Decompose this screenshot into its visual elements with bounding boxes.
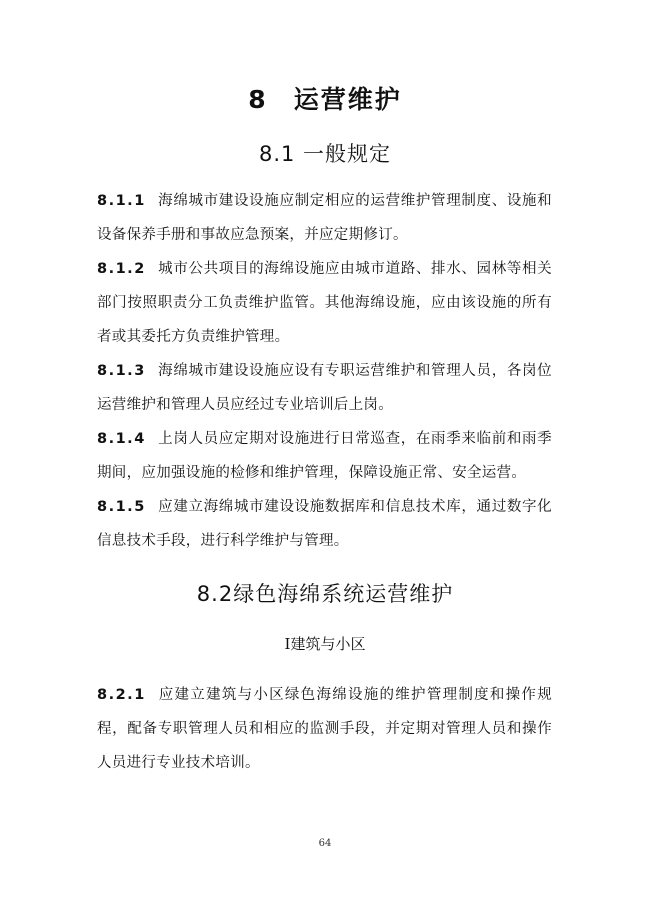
clause-8-1-1 bbox=[97, 184, 552, 252]
clause-8-1-2 bbox=[97, 252, 552, 354]
clause-number: 8.1.2 bbox=[97, 260, 146, 277]
clause-number: 8.1.3 bbox=[97, 362, 146, 379]
section-number: 8.2 bbox=[196, 582, 234, 606]
clause-number: 8.1.1 bbox=[97, 192, 146, 209]
chapter-title bbox=[0, 80, 650, 116]
clause-text: 应建立建筑与小区绿色海绵设施的维护管理制度和操作规程，配备专职管理人员和相应的监测手段，并定期对管理人员和操作人员进行专业技术培训。 bbox=[97, 686, 552, 771]
clause-text: 城市公共项目的海绵设施应由城市道路、排水、园林等相关部门按照职责分工负责维护监管。其他海绵设施，应由该设施的所有者或其委托方负责维护管理。 bbox=[97, 260, 552, 345]
section-title-8-2 bbox=[0, 578, 650, 608]
clause-number: 8.1.4 bbox=[97, 430, 146, 447]
clause-8-1-3 bbox=[97, 354, 552, 422]
clause-8-2-1 bbox=[97, 678, 552, 780]
clause-text: 海绵城市建设设施应设有专职运营维护和管理人员，各岗位运营维护和管理人员应经过专业培训后上岗。 bbox=[97, 362, 552, 413]
page-number: 64 bbox=[318, 838, 332, 849]
clause-text: 上岗人员应定期对设施进行日常巡查，在雨季来临前和雨季期间，应加强设施的检修和维护管理，保障设施正常、安全运营。 bbox=[97, 430, 552, 481]
subsection-title: Ⅰ建筑与小区 bbox=[284, 635, 366, 653]
section-title-text: 绿色海绵系统运营维护 bbox=[233, 582, 454, 606]
clause-number: 8.1.5 bbox=[97, 498, 146, 515]
section-title-8-1 bbox=[0, 138, 650, 168]
clause-text: 海绵城市建设设施应制定相应的运营维护管理制度、设施和设备保养手册和事故应急预案，并应定期修订。 bbox=[97, 192, 552, 243]
clause-8-1-5 bbox=[97, 490, 552, 558]
section-title-text: 一般规定 bbox=[303, 142, 392, 166]
chapter-number: 8 bbox=[248, 85, 268, 114]
chapter-title-text: 运营维护 bbox=[293, 85, 402, 114]
section-number: 8.1 bbox=[258, 142, 296, 166]
clause-text: 应建立海绵城市建设设施数据库和信息技术库，通过数字化信息技术手段，进行科学维护与管理。 bbox=[97, 498, 552, 549]
clause-8-1-4 bbox=[97, 422, 552, 490]
clause-number: 8.2.1 bbox=[97, 686, 146, 703]
